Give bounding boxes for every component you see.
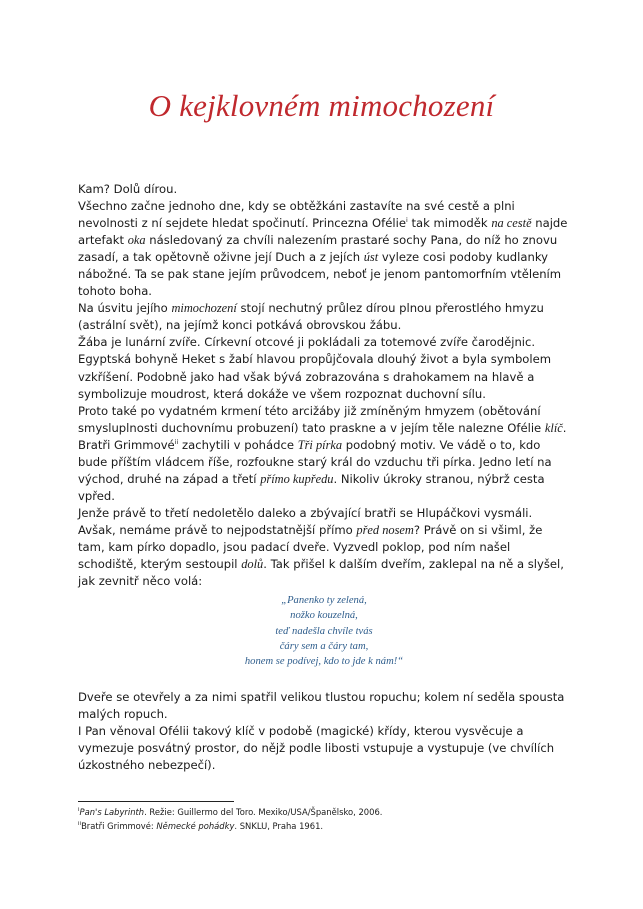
- text-run: tak mimoděk: [407, 216, 492, 231]
- emphasis: úst: [363, 250, 379, 265]
- emphasis: klíč: [544, 420, 563, 435]
- emphasis: dolů: [241, 557, 264, 572]
- footnote-ref-1[interactable]: i: [405, 216, 408, 225]
- text-run: vyleze cosi podoby kudlanky nábožné. Ta se pak stane jejím průvodcem, neboť je jenom pantomorfním vtělením tohoto boha.: [78, 250, 562, 299]
- footnotes: [78, 806, 570, 833]
- footnote-mark: ii: [78, 820, 82, 827]
- text-run: Jenže právě to třetí nedoletělo daleko a zbývající bratři se Hlupáčkovi vysmáli. Avšak, nemáme právě to nejpodstatnější přímo: [78, 505, 533, 537]
- text-run: Proto také po vydatném krmení této arcižáby již zmíněným hmyzem (obětování smysluplnosti duchovnímu probuzení) tato praskne a v jejím těle nalezne Ofélie: [78, 403, 545, 435]
- footnote-ref-2[interactable]: ii: [174, 437, 179, 446]
- emphasis: na cestě: [491, 216, 532, 231]
- text-run: . Tak přišel k dalším dveřím, zaklepal na ně a slyšel, jak zevnitř něco volá:: [78, 557, 564, 589]
- text-run: .: [562, 420, 567, 435]
- paragraph-7: [78, 505, 570, 590]
- text-run: ? Právě on si všiml, že tam, kam pírko dopadlo, jsou padací dveře. Vyzvedl poklop, pod ním našel schodiště, kterým sestoupil: [78, 522, 543, 572]
- footnote-mark: i: [78, 807, 80, 813]
- paragraph-5: [78, 403, 570, 437]
- footnote-text: Bratři Grimmové:: [81, 820, 157, 831]
- emphasis: před nosem: [356, 522, 414, 537]
- paragraph-3: [78, 300, 570, 334]
- paragraph-9: I Pan věnoval Ofélii takový klíč v podobě (magické) křídy, kterou vysvěcuje a vymezuje posvátný prostor, do nějž podle libosti vstupuje a vystupuje (ve chvílích úzkostného nebezpečí).: [78, 724, 555, 773]
- text-run: stojí nechutný průlez dírou plnou přerostlého hmyzu (astrální svět), na jejímž konci potkává obrovskou žábu.: [78, 301, 544, 333]
- film-title: Pan's Labyrinth: [79, 807, 145, 817]
- emphasis: Tři pírka: [297, 437, 343, 452]
- poem-line: nožko kouzelná,: [290, 610, 358, 622]
- footnote-text: . SNKLU, Praha 1961.: [234, 820, 324, 831]
- paragraph-8: Dveře se otevřely a za nimi spatřil velikou tlustou ropuchu; kolem ní seděla spousta malých ropuch.: [78, 690, 565, 722]
- paragraph-1: Kam? Dolů dírou.: [78, 182, 178, 196]
- text-run: zachytili v pohádce: [178, 437, 298, 452]
- footnote-1: [78, 806, 570, 820]
- book-title: Německé pohádky: [156, 820, 235, 831]
- text-run: podobný motiv. Ve vádě o to, kdo bude příštím vládcem říše, rozfoukne starý král do vzduchu tři pírka. Jedno letí na východ, druhé na západ a třetí: [78, 437, 552, 486]
- article-body: [78, 181, 570, 774]
- footnote-text: . Režie: Guillermo del Toro. Mexiko/USA/Španělsko, 2006.: [144, 807, 383, 817]
- text-run: Bratři Grimmové: [78, 437, 175, 452]
- text-run: Na úsvitu jejího: [78, 301, 172, 316]
- footnote-2: [78, 820, 570, 834]
- emphasis: oka: [127, 233, 146, 248]
- paragraph-2: [78, 198, 570, 300]
- poem-quote: [78, 593, 570, 669]
- poem-line: honem se podívej, kdo to jde k nám!“: [244, 655, 404, 667]
- paragraph-6: [78, 437, 570, 505]
- emphasis: přímo kupředu: [260, 471, 334, 486]
- footnote-divider: [78, 801, 234, 802]
- paragraph-4: Žába je lunární zvíře. Církevní otcové ji pokládali za totemové zvíře čarodějnic. Egyptská bohyně Heket s žabí hlavou propůjčovala dlouhý život a byla symbolem vzkříšení. Podobně jako had však bývá zobrazována s drahokamem na hlavě a symbolizuje moudrost, která dokáže ve všem rozpoznat duchovní sílu.: [78, 335, 552, 401]
- emphasis: mimochození: [171, 301, 237, 316]
- poem-line: čáry sem a čáry tam,: [279, 640, 369, 652]
- text-run: . Nikoliv úkroky stranou, nýbrž cesta vpřed.: [78, 471, 545, 503]
- text-run: najde artefakt: [78, 216, 568, 248]
- text-run: následovaný za chvíli nalezením prastaré sochy Pana, do níž ho znovu zasadí, a tak opětovně oživne její Duch a z jejích: [78, 233, 558, 265]
- page-title: O kejklovném mimochození: [148, 88, 495, 123]
- text-run: Všechno začne jednoho dne, kdy se obtěžkáni zastavíte na své cestě a plni nevolnosti z ní sejdete hledat spočinutí. Princezna Ofélie: [78, 199, 515, 231]
- poem-line: „Panenko ty zelená,: [281, 595, 367, 607]
- poem-line: teď nadešla chvíle tvás: [275, 625, 373, 637]
